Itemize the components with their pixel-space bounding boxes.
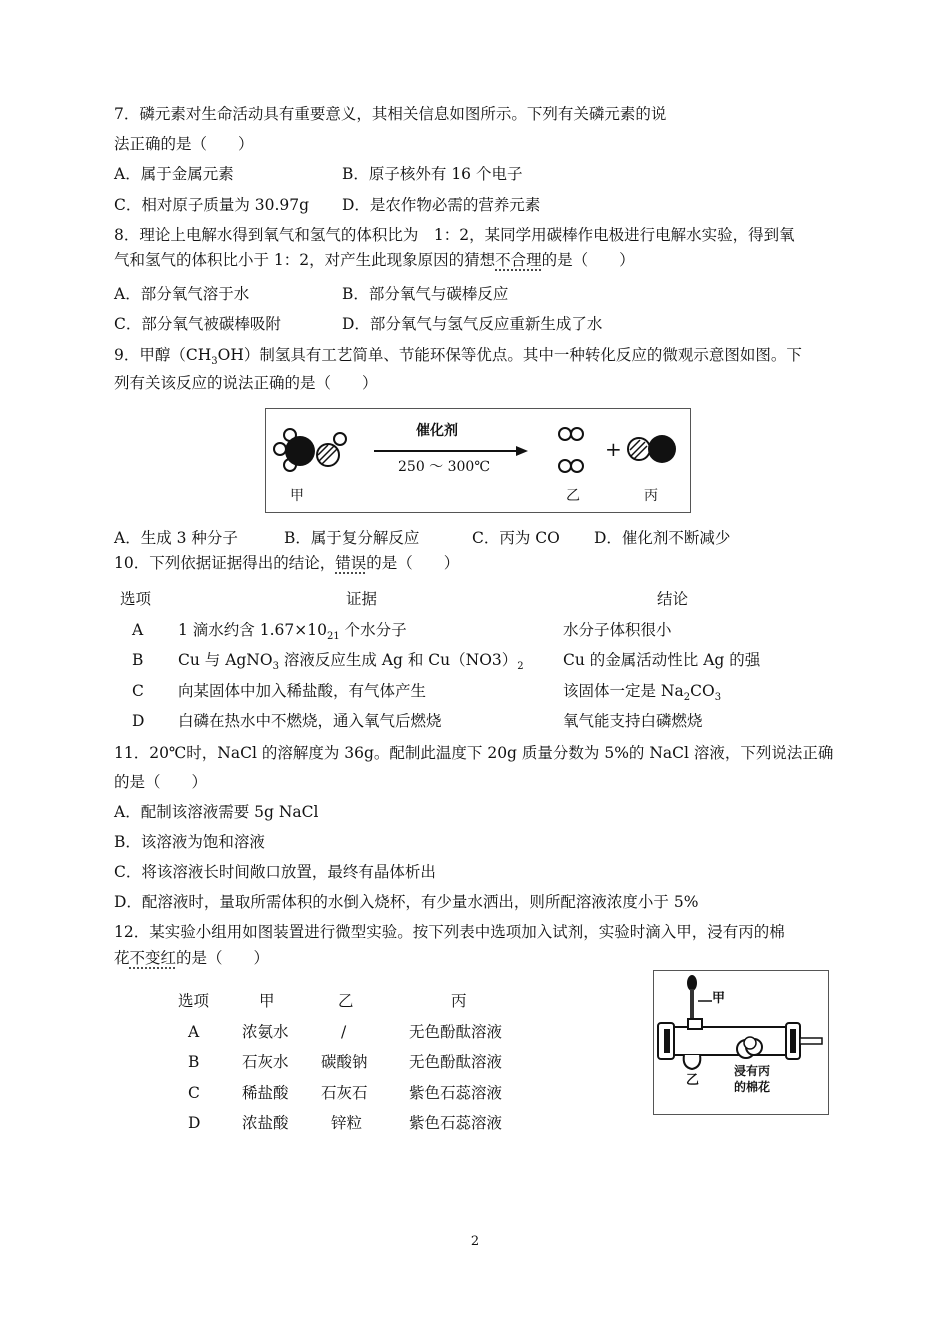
q10-row-b-conclusion: Cu 的金属活动性比 Ag 的强 [563,651,761,669]
q12-row-d-bing: 紫色石蕊溶液 [409,1114,503,1132]
q12-header-jia: 甲 [259,992,275,1010]
q12-header-option: 选项 [178,992,210,1010]
q10-a-ev-part1: 1 滴水约含 1.67×10 [178,621,327,639]
q10-c-con-part1: 该固体一定是 Na [563,682,684,700]
q8-stem-part1: 气和氢气的体积比小于 1：2，对产生此现象原因的猜想 [114,251,496,269]
q8-option-a: A．部分氧气溶于水 [114,285,250,303]
temperature-label: 250 ～ 300℃ [398,459,491,475]
q10-row-a-conclusion: 水分子体积很小 [563,621,672,639]
q10-row-c-option: C [132,682,144,700]
q8-option-c: C．部分氧气被碳棒吸附 [114,315,281,333]
q8-emphasis [495,251,542,269]
q10-c-con-sub2: 3 [714,692,722,703]
q10-c-con-part2: CO [690,682,715,700]
q10-emphasis: 错误 [335,554,367,572]
q12-header-bing: 丙 [451,992,467,1010]
q11-option-b: B．该溶液为饱和溶液 [114,833,265,851]
q8-emphasis-text: 不合理 [495,251,542,269]
q10-b-ev-part1: Cu 与 AgNO [178,651,273,669]
fig-label-jia: 甲 [712,991,726,1006]
q12-row-b-option: B [188,1053,200,1071]
q12-row-c-option: C [188,1084,200,1102]
q9-option-b: B．属于复分解反应 [284,529,420,547]
q8-option-b: B．部分氧气与碳棒反应 [342,285,509,303]
q10-row-b-evidence [178,650,524,677]
q12-stem-line1: 12．某实验小组用如图装置进行微型实验。按下列表中选项加入试剂，实验时滴入甲，浸有丙的棉 [114,923,785,941]
q8-stem-line2 [114,250,635,270]
q9-stem-part1: 9．甲醇（CH [114,346,212,364]
fig-label-cotton2: 的棉花 [734,1080,771,1094]
q9-reaction-figure [265,408,691,513]
fig-label-yi: 乙 [686,1073,700,1088]
q12-row-c-bing: 紫色石蕊溶液 [409,1084,503,1102]
q12-emphasis: 不变红 [129,949,177,967]
q9-stem-sub: 3 [211,356,218,367]
q10-row-a-option: A [132,621,144,639]
q8-stem-line1: 8．理论上电解水得到氧气和氢气的体积比为 1：2，某同学用碳棒作电极进行电解水实验，得到氧 [114,226,795,244]
q7-option-d: D．是农作物必需的营养元素 [342,196,541,214]
q10-b-ev-sub2: 2 [517,661,524,672]
hydrogen-molecules [559,428,583,472]
q9-stem-part2: OH）制氢具有工艺简单、节能环保等优点。其中一种转化反应的微观示意图如图。下 [217,346,802,364]
q10-stem-part1: 10．下列依据证据得出的结论， [114,554,336,572]
q12-row-d-yi: 锌粒 [331,1114,363,1132]
q10-b-ev-part2: 溶液反应生成 Ag 和 Cu（NO3） [278,651,518,669]
co-molecule [628,435,676,463]
q10-row-d-option: D [132,712,145,730]
page-number: 2 [470,1234,480,1249]
q10-row-c-evidence: 向某固体中加入稀盐酸，有气体产生 [178,682,427,700]
q12-row-a-bing: 无色酚酞溶液 [409,1023,503,1041]
q11-stem-line1: 11．20℃时，NaCl 的溶解度为 36g。配制此温度下 20g 质量分数为 5%的 NaCl 溶液，下列说法正确 [114,744,834,762]
q10-a-ev-exp: 21 [326,631,340,642]
q10-header-conclusion: 结论 [657,590,689,608]
q8-option-d: D．部分氧气与氢气反应重新生成了水 [342,315,603,333]
q7-stem-line2: 法正确的是（ ） [114,135,254,153]
plus-sign-2: + [605,437,622,461]
q11-option-c: C．将该溶液长时间敞口放置，最终有晶体析出 [114,863,436,881]
q12-row-c-jia: 稀盐酸 [242,1084,289,1102]
q9-stem-line1 [114,345,802,372]
methanol-molecule [274,429,346,471]
q10-row-a-evidence [178,620,407,647]
q10-stem [114,553,459,573]
q12-row-b-bing: 无色酚酞溶液 [409,1053,503,1071]
q12-stem-part2: 的是（ ） [176,949,270,967]
q12-apparatus-figure [653,970,829,1115]
q7-option-c: C．相对原子质量为 30.97g [114,196,310,214]
q12-stem-part1: 花 [114,949,130,967]
label-jia: 甲 [290,488,304,504]
fig-label-cotton1: 浸有丙 [734,1064,771,1078]
q12-row-a-option: A [188,1023,200,1041]
q12-row-d-jia: 浓盐酸 [242,1114,289,1132]
q10-row-b-option: B [132,651,144,669]
q12-row-b-jia: 石灰水 [242,1053,289,1071]
q9-option-c: C．丙为 CO [472,529,560,547]
q10-a-ev-part2: 个水分子 [339,621,407,639]
q7-option-a: A．属于金属元素 [114,165,234,183]
q9-option-d: D．催化剂不断减少 [594,529,731,547]
catalyst-label: 催化剂 [416,423,458,439]
q12-row-a-jia: 浓氨水 [242,1023,289,1041]
q10-b-ev-sub: 3 [272,661,279,672]
label-bing: 丙 [644,488,658,504]
q7-option-b: B．原子核外有 16 个电子 [342,165,523,183]
q7-stem-line1: 7．磷元素对生命活动具有重要意义，其相关信息如图所示。下列有关磷元素的说 [114,105,667,123]
q11-stem-line2: 的是（ ） [114,773,208,791]
label-yi: 乙 [566,488,580,504]
q11-option-d: D．配溶液时，量取所需体积的水倒入烧杯，有少量水洒出，则所配溶液浓度小于 5% [114,893,699,911]
q12-row-d-option: D [188,1114,201,1132]
q12-header-yi: 乙 [338,992,354,1010]
q12-row-a-yi: / [341,1023,347,1041]
arrow-head [516,446,528,456]
q12-row-b-yi: 碳酸钠 [321,1053,368,1071]
q10-header-evidence: 证据 [346,590,378,608]
q10-row-d-evidence: 白磷在热水中不燃烧，通入氧气后燃烧 [178,712,442,730]
q10-header-option: 选项 [120,590,152,608]
q9-stem-line2: 列有关该反应的说法正确的是（ ） [114,374,378,392]
q12-stem-line2 [114,948,269,968]
q10-row-d-conclusion: 氧气能支持白磷燃烧 [563,712,703,730]
q8-stem-part2: 的是（ ） [541,251,635,269]
q10-stem-part2: 的是（ ） [366,554,460,572]
q11-option-a: A．配制该溶液需要 5g NaCl [114,803,319,821]
q10-row-c-conclusion [563,681,721,708]
q9-option-a: A．生成 3 种分子 [114,529,238,547]
q12-row-c-yi: 石灰石 [321,1084,368,1102]
q10-c-con-sub: 2 [683,692,691,703]
